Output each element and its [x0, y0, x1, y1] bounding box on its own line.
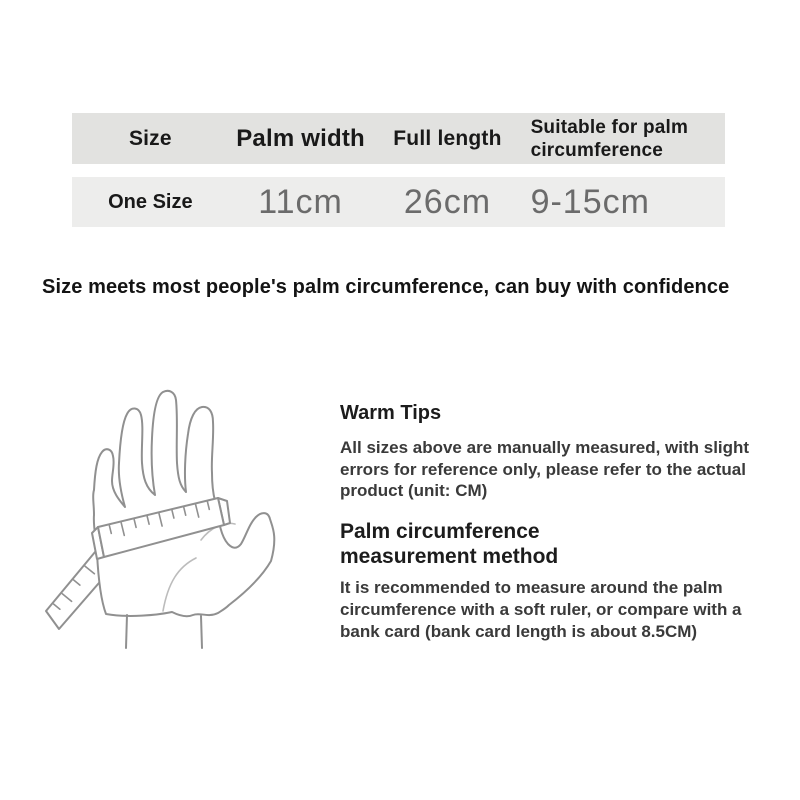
header-full-length: Full length: [393, 126, 502, 150]
value-palm-width: 11cm: [258, 182, 343, 221]
value-size: One Size: [108, 190, 193, 213]
header-palm-width: Palm width: [236, 124, 365, 152]
size-table-data-row: [72, 177, 725, 227]
header-circumference: Suitable for palm circumference: [530, 116, 689, 161]
header-size: Size: [128, 126, 172, 150]
info-column: [340, 401, 785, 643]
value-circumference: 9-15cm: [530, 182, 650, 221]
wrist-lines: [126, 615, 202, 648]
hand-outline: [93, 391, 274, 616]
size-table-header-row: [72, 113, 725, 164]
warm-tips-body: All sizes above are manually measured, with slight errors for reference only, please refer to the actual product (unit: CM): [340, 438, 750, 500]
size-table: [72, 113, 725, 227]
hand-measuring-tape-illustration: [28, 368, 328, 660]
confidence-banner: Size meets most people's palm circumference, can buy with confidence: [42, 276, 730, 298]
measurement-title: Palm circumference measurement method: [340, 519, 559, 568]
warm-tips-title: Warm Tips: [340, 402, 442, 424]
measurement-body: It is recommended to measure around the palm circumference with a soft ruler, or compare with a bank card (bank card length is about 8.5CM): [340, 577, 742, 641]
value-full-length: 26cm: [403, 182, 492, 221]
